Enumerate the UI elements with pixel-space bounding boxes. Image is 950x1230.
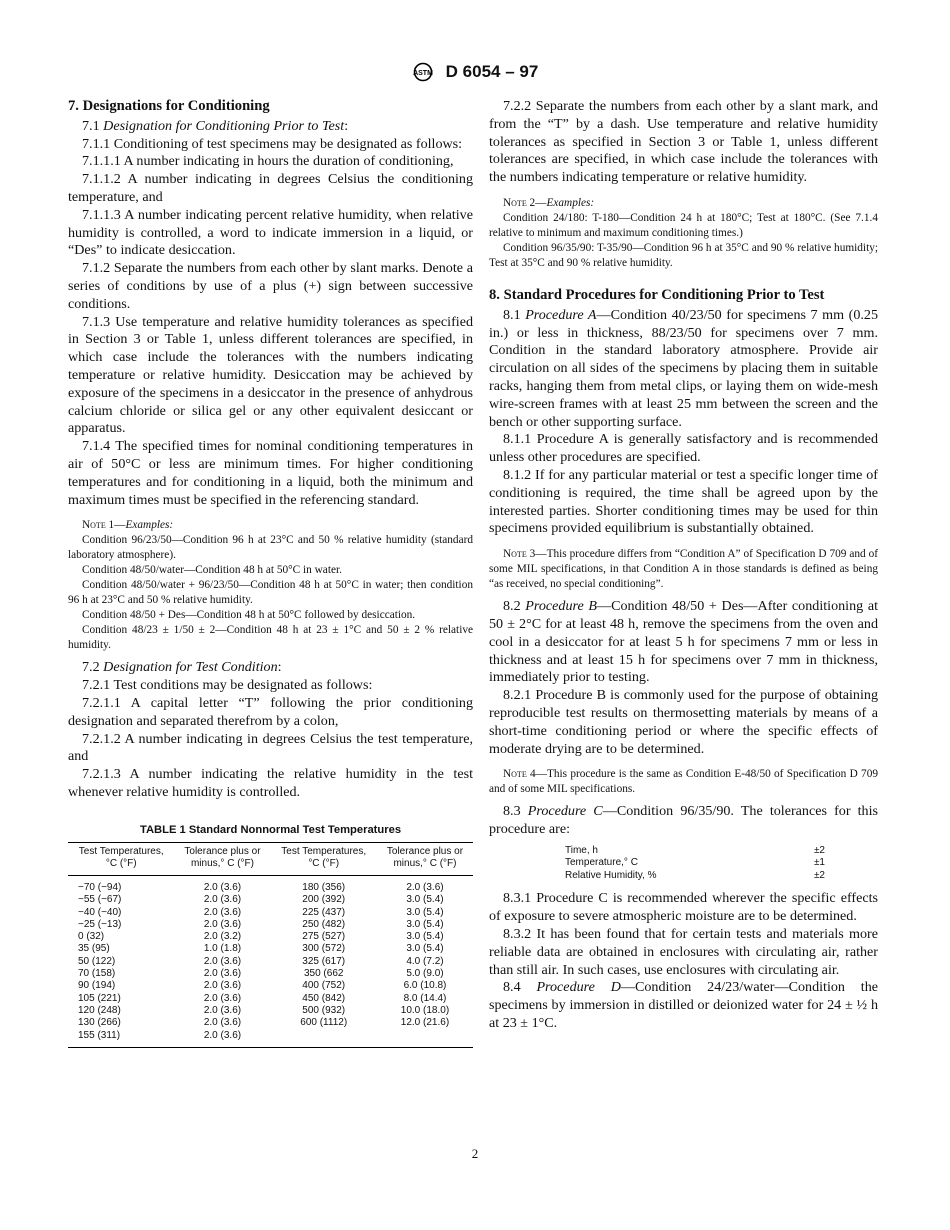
table-cell: 90 (194) [78,980,116,992]
table-cell: 2.0 (3.6) [203,1029,242,1041]
table-row [68,1030,473,1048]
note-1-example: Condition 96/23/50—Condition 96 h at 23°C and 50 % relative humidity (standard laboratory atmosphere). [68,534,473,562]
paragraph-7-2-2: 7.2.2 Separate the numbers from each other by a slant mark, and from the “T” by a dash. Use temperature and relative humidity tolerances as specified in Section 3 or Table 1, unless different tolerances are specified, in which case include the tolerances with the numbers indicating temperature or relative humidity. [489,98,878,186]
table-row [68,894,473,906]
table-cell: 180 (356) [302,882,346,893]
table-cell: 2.0 (3.6) [203,980,242,992]
table-cell: 10.0 (18.0) [400,1004,450,1016]
table-cell: 3.0 (5.4) [406,894,444,906]
page-header [0,62,950,82]
svg-text:ASTM: ASTM [412,70,433,77]
table-cell: 5.0 (9.0) [406,968,444,980]
section-8-heading: 8. Standard Procedures for Conditioning Prior to Test [489,286,825,303]
document-designation: D 6054 – 97 [445,62,539,81]
table-cell: 4.0 (7.2) [406,955,444,967]
note-1-example: Condition 48/50/water + 96/23/50—Condition 48 h at 50°C in water; then condition 96 h at 23°C and 50 % relative humidity. [68,579,473,607]
paragraph-7-1-1-3: 7.1.1.3 A number indicating percent relative humidity, when relative humidity is controlled, a word to indicate immersion in a liquid, or “Des” to indicate desiccation. [68,206,473,259]
paragraph-7-2-1-2: 7.2.1.2 A number indicating in degrees Celsius the test temperature, and [68,730,473,765]
table-row [68,956,473,968]
table-cell: 2.0 (3.6) [203,894,242,906]
table-cell: 3.0 (5.4) [406,918,444,930]
note-2: Note 2—Examples: Condition 24/180: T-180—Condition 24 h at 180°C; Test at 180°C. (See 7.1.4 relative to minimum and maximum conditioning times.) Condition 96/35/90: T-35/90—Condition 96 h at 35°C and 90 % relative humidity; Test at 35°C and 90 % relative humidity. [489,196,878,269]
paragraph-7-2-1-1: 7.2.1.1 A capital letter “T” following the prior conditioning designation and separated therefrom by a colon, [68,694,473,729]
table-cell: 275 (527) [302,931,346,943]
table-cell: 3.0 (5.4) [406,906,444,918]
paragraph-8-2: 8.2 Procedure B—Condition 48/50 + Des—After conditioning at 50 ± 2°C for at least 48 h, remove the specimens from the oven and cool in a desiccator for at least 5 h for specimens 7 mm or less in thickness and at least 15 h for specimens over 7 mm in thickness, immediately prior to testing. [489,598,879,686]
table-cell: 600 (1112) [300,1017,348,1029]
table-cell: 155 (311) [78,1029,121,1041]
paragraph-7-1-1: 7.1.1 Conditioning of test specimens may be designated as follows: [82,135,463,152]
table-cell: −25 (−13) [78,918,122,930]
table-row [68,919,473,931]
table-header-cell: Test Temperatures, °C (°F) [68,843,174,876]
paragraph-7-1-2: 7.1.2 Separate the numbers from each other by slant marks. Denote a series of conditions by use of a plus (+) sign between successive conditions. [68,260,473,312]
table-cell: 120 (248) [78,1004,121,1016]
note-1: Note 1—Examples: Condition 96/23/50—Condition 96 h at 23°C and 50 % relative humidity (standard laboratory atmosphere). Condition 48/50/water—Condition 48 h at 50°C in water. Condition 48/50/water + 96/23/50—Condition 48 h at 50°C in water; then condition 96 h at 23°C and 50 % relative humidity. Condition 48/50 + Des—Condition 48 h at 50°C followed by desiccation. Condition 48/23 ± 1/50 ± 2—Condition 48 h at 23 ± 1°C and 50 ± 2 % relative humidity. [68,519,473,652]
paragraph-8-1: 8.1 Procedure A—Condition 40/23/50 for specimens 7 mm (0.25 in.) or less in thickness, 88/23/50 for specimens over 7 mm. Condition in the standard laboratory atmosphere. Provide air circulation on all sides of the specimens by placing them in suitable racks, hanging them from metal clips, or laying them on wide-mesh wire-screen frames with at least 25 mm between the screen and the bench or other supporting surface. [489,306,878,430]
table-cell: −55 (−67) [78,894,122,906]
table-cell: 2.0 (3.6) [203,992,242,1004]
table-cell: 225 (437) [302,906,346,918]
table-cell: 325 (617) [302,955,346,967]
table-header-cell: Tolerance plus or minus,° C (°F) [377,843,473,876]
table-cell: 105 (221) [78,992,121,1004]
tolerance-row: Relative Humidity, % ±2 [565,869,825,881]
table-cell: 500 (932) [302,1004,346,1016]
table-cell: 2.0 (3.6) [203,968,242,980]
table-row [68,1017,473,1029]
page-number: 2 [471,1146,479,1161]
table-cell: 3.0 (5.4) [406,931,444,943]
table-cell [377,1030,473,1048]
paragraph-8-3-2: 8.3.2 It has been found that for certain tests and materials more reliable data are obtained in enclosures with circulating air, rather than still air. In such cases, use enclosures with circulating air. [489,926,878,978]
table-cell: 8.0 (14.4) [403,992,447,1004]
table-cell: 2.0 (3.6) [203,918,242,930]
note-4: Note 4—This procedure is the same as Condition E-48/50 of Specification D 709 and of some MIL specifications. [489,768,878,796]
table-cell: 2.0 (3.6) [203,955,242,967]
paragraph-7-2-1: 7.2.1 Test conditions may be designated as follows: [82,677,373,694]
table-cell: 0 (32) [78,931,105,943]
note-2-example: Condition 96/35/90: T-35/90—Condition 96 h at 35°C and 90 % relative humidity; Test at 35°C and 90 % relative humidity. [489,241,878,269]
section-7-heading: 7. Designations for Conditioning [68,98,270,114]
table-cell: −40 (−40) [78,906,122,918]
paragraph-7-2: 7.2 Designation for Test Condition: [82,659,282,676]
table-cell: 2.0 (3.6) [203,1017,242,1029]
table-cell: 3.0 (5.4) [406,943,444,955]
tolerance-row: Time, h ±2 [565,844,825,856]
table-cell: 2.0 (3.6) [203,906,242,918]
paragraph-8-1-2: 8.1.2 If for any particular material or test a specific longer time of conditioning is required, the time shall be agreed upon by the interested parties. Shorter conditioning times may be used for thin specimens provided equilibrium is substantially obtained. [489,466,878,537]
paragraph-8-1-1: 8.1.1 Procedure A is generally satisfactory and is recommended unless other procedures are specified. [489,431,878,466]
table-row [68,993,473,1005]
paragraph-8-2-1: 8.2.1 Procedure B is commonly used for the purpose of obtaining reproducible test results on thermosetting materials by means of a short-time conditioning period or where the specific effects of moderate drying are to be determined. [489,687,878,757]
table-cell: 2.0 (3.6) [203,882,242,893]
table-row [68,943,473,955]
table-cell: 12.0 (21.6) [400,1017,450,1029]
table-cell: 130 (266) [78,1017,121,1029]
paragraph-7-1-1-2: 7.1.1.2 A number indicating in degrees Celsius the conditioning temperature, and [68,171,473,205]
table-cell: 400 (752) [302,980,346,992]
left-column [68,98,473,1048]
paragraph-8-3-1: 8.3.1 Procedure C is recommended wherever the specific effects of exposure to severe atmospheric moisture are to be determined. [489,890,878,925]
table-header-cell: Test Temperatures, °C (°F) [270,843,376,876]
paragraph-8-3: 8.3 Procedure C—Condition 96/35/90. The tolerances for this procedure are: [489,803,879,838]
table-cell: 35 (95) [78,943,110,955]
table-1 [68,824,473,1048]
note-2-example: Condition 24/180: T-180—Condition 24 h at 180°C; Test at 180°C. (See 7.1.4 relative to minimum and maximum conditioning times.) [489,211,878,239]
table-row [68,1005,473,1017]
table-cell [270,1030,376,1048]
paragraph-7-2-1-3: 7.2.1.3 A number indicating the relative humidity in the test whenever relative humidity is controlled. [68,766,473,800]
table-cell: −70 (−94) [78,882,122,893]
note-1-example: Condition 48/50/water—Condition 48 h at 50°C in water. [82,564,342,577]
table-cell: 2.0 (3.6) [203,1004,242,1016]
table-cell: 200 (392) [302,894,346,906]
tolerance-row: Temperature,° C ±1 [565,857,825,869]
table-cell: 70 (158) [78,968,116,980]
table-1-title: TABLE 1 Standard Nonnormal Test Temperatures [139,823,402,836]
paragraph-7-1: 7.1 Designation for Conditioning Prior to Test: [82,117,349,134]
right-column [489,98,878,1033]
table-cell: 2.0 (3.2) [203,931,242,943]
table-row [68,876,473,895]
table-cell: 6.0 (10.8) [403,980,447,992]
table-cell: 350 (662 [303,968,344,980]
paragraph-7-1-4: 7.1.4 The specified times for nominal conditioning temperatures in air of 50°C or less are minimum times. For higher conditioning temperatures and for conditioning in a liquid, both the minimum and maximum times must be specified in the referencing standard. [68,438,473,508]
table-header-cell: Tolerance plus or minus,° C (°F) [174,843,270,876]
astm-logo-icon [412,62,438,82]
table-cell: 50 (122) [78,955,116,967]
paragraph-8-4: 8.4 Procedure D—Condition 24/23/water—Condition the specimens by immersion in distilled or deionized water for 24 ± ½ h at 23 ± 1°C. [489,979,878,1031]
tolerance-list [565,845,825,883]
paragraph-7-1-1-1: 7.1.1.1 A number indicating in hours the duration of conditioning, [82,153,454,170]
table-cell: 300 (572) [302,943,346,955]
table-cell: 250 (482) [302,918,346,930]
table-row [68,968,473,980]
table-cell: 450 (842) [302,992,346,1004]
note-1-example: Condition 48/50 + Des—Condition 48 h at 50°C followed by desiccation. [82,609,416,622]
table-row [68,980,473,992]
table-cell: 2.0 (3.6) [406,882,444,893]
paragraph-7-1-3: 7.1.3 Use temperature and relative humidity tolerances as specified in Section 3 or Table 1, unless different tolerances are specified, in which case include the tolerances with the numbers indicating temperature or relative humidity. Desiccation may be achieved by exposure of the specimens in a desiccator in the presence of anhydrous calcium chloride or silica gel or any other equivalent desiccant or apparatus. [68,313,473,437]
table-row [68,931,473,943]
table-cell: 1.0 (1.8) [203,943,242,955]
table-row [68,907,473,919]
note-1-example: Condition 48/23 ± 1/50 ± 2—Condition 48 h at 23 ± 1°C and 50 ± 2 % relative humidity. [68,624,473,652]
note-3: Note 3—This procedure differs from “Condition A” of Specification D 709 and of some MIL specifications, in that Condition A in those standards is defined as being “as received, no special conditioning”. [489,548,878,591]
